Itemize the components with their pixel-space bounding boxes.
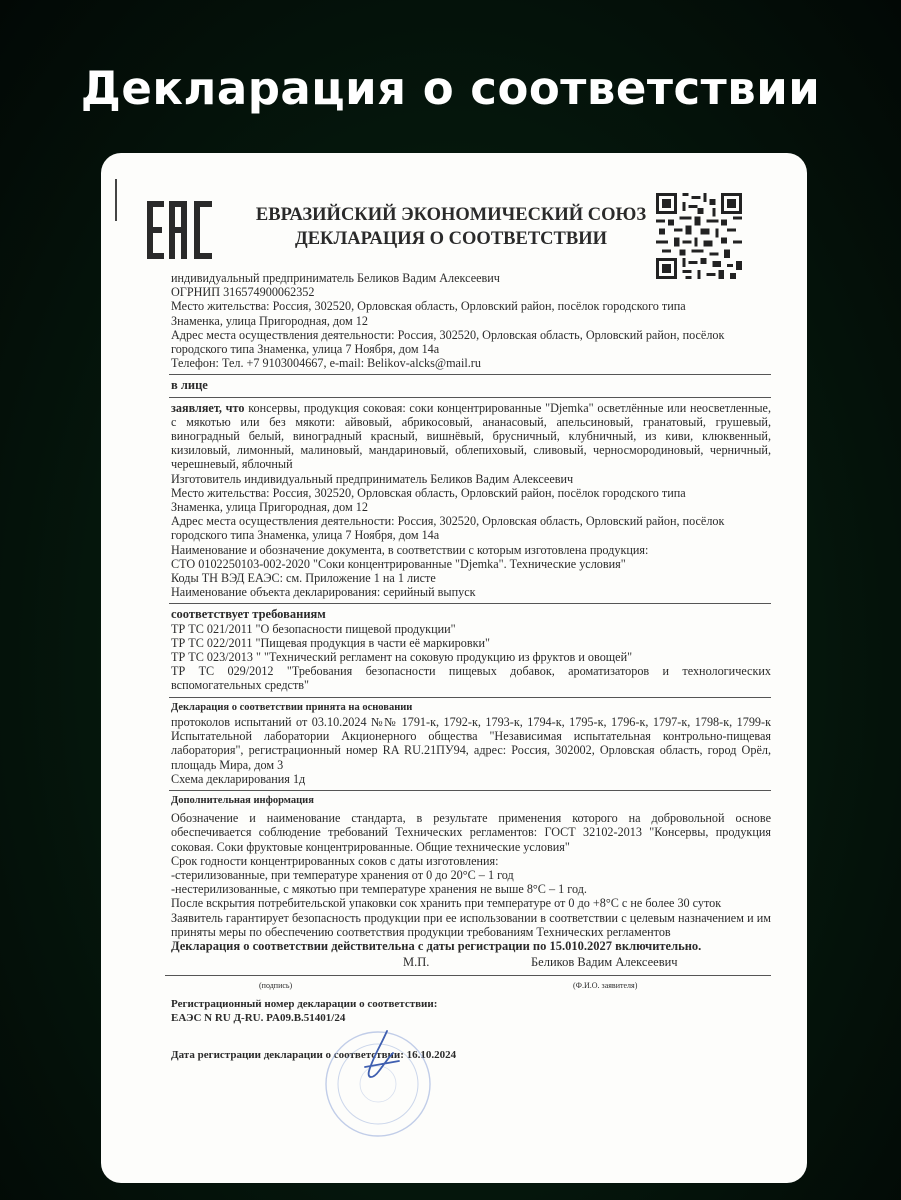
applicant-residence-2: Знаменка, улица Пригородная, дом 12 [171, 313, 368, 328]
declaration-object: Наименование объекта декларирования: серийный выпуск [171, 585, 476, 600]
manufacturer: Изготовитель индивидуальный предприниматель Беликов Вадим Алексеевич [171, 471, 574, 486]
header-union: ЕВРАЗИЙСКИЙ ЭКОНОМИЧЕСКИЙ СОЮЗ [255, 205, 647, 225]
applicant-name: индивидуальный предприниматель Беликов Вадим Алексеевич [171, 271, 500, 285]
manufacturer-activity-2: городского типа Знаменка, улица 7 Ноября, дом 14а [171, 528, 440, 543]
eac-emblem-icon [145, 199, 215, 261]
header-title: ДЕКЛАРАЦИЯ О СООТВЕТСТВИИ [294, 229, 608, 249]
standard-doc: СТО 0102250103-002-2020 "Соки концентрированные "Djemka". Технические условия" [171, 556, 626, 571]
divider [169, 603, 771, 604]
manufacturer-residence-1: Место жительства: Россия, 302520, Орловская область, Орловский район, посёлок городского типа [171, 485, 686, 500]
banner-title: Декларация о соответствии [80, 62, 821, 115]
margin-mark [115, 179, 117, 221]
signature-row [171, 953, 771, 997]
claim-text: консервы, продукция соковая: соки концентрированные "Djemka" осветлённые или неосветленные, с мякотью или без мякоти: айвовый, абрикосовый, ананасовый, апельсиновый, гранатовый, грушевый, виноградный белый, виноградный красный, вишнёвый, брусничный, клубничный, из киви, клюквенный, кизиловый, лимонный, малиновый, мандариновый, облепиховый, сливовый, черносмородиновый, черничный, черешневый, яблочный [171, 400, 771, 472]
applicant-activity-2: городского типа Знаменка, улица 7 Ноября, дом 14а [171, 342, 440, 357]
applicant-ogrnip: ОГРНИП 316574900062352 [171, 285, 315, 300]
applicant-activity-1: Адрес места осуществления деятельности: Россия, 302520, Орловская область, Орловский район, посёлок [171, 327, 725, 342]
name-caption: (Ф.И.О. заявителя) [573, 981, 638, 991]
person-label: в лице [171, 378, 208, 393]
manufacturer-activity-1: Адрес места осуществления деятельности: Россия, 302520, Орловская область, Орловский район, посёлок [171, 514, 725, 529]
declaration-claim [171, 401, 771, 472]
manufacturer-residence-2: Знаменка, улица Пригородная, дом 12 [171, 500, 368, 515]
declaration-document [101, 153, 807, 1183]
shelf-life-sterilized: -стерилизованные, при температуре хранения от 0 до 20°С – 1 год [171, 867, 514, 882]
basis-title: Декларация о соответствии принята на основании [171, 701, 413, 713]
registration-date: Дата регистрации декларации о соответствии: 16.10.2024 [171, 1048, 457, 1061]
divider [169, 374, 771, 375]
applicant-residence-1: Место жительства: Россия, 302520, Орловская область, Орловский район, посёлок городского типа [171, 299, 686, 314]
registration-label: Регистрационный номер декларации о соответствии: [171, 998, 438, 1011]
stamp-place: М.П. [403, 955, 430, 970]
after-opening: После вскрытия потребительской упаковки сок хранить при температуре от 0 до +8°С с не более 30 суток [171, 896, 722, 911]
requirements-title: соответствует требованиям [171, 607, 326, 622]
standard-doc-label: Наименование и обозначение документа, в соответствии с которым изготовлена продукция: [171, 542, 649, 557]
shelf-life-title: Срок годности концентрированных соков с даты изготовления: [171, 853, 499, 868]
divider [169, 697, 771, 698]
additional-title: Дополнительная информация [171, 794, 314, 806]
document-body [171, 271, 771, 1062]
divider [169, 397, 771, 398]
document-header [231, 203, 671, 251]
basis-scheme: Схема декларирования 1д [171, 771, 306, 786]
qr-code-icon [656, 193, 742, 279]
applicant-phone: Телефон: Тел. +7 9103004667, e-mail: Belikov-alcks@mail.ru [171, 356, 481, 371]
validity: Декларация о соответствии действительна с даты регистрации по 15.010.2027 включительно. [171, 938, 702, 953]
applicant-fullname: Беликов Вадим Алексеевич [531, 955, 678, 970]
signature-icon [359, 1027, 409, 1087]
claim-lead: заявляет, что [171, 400, 245, 415]
tn-ved-codes: Коды ТН ВЭД ЕАЭС: см. Приложение 1 на 1 листе [171, 571, 436, 586]
requirement-item: ТР ТС 029/2012 "Требования безопасности пищевых добавок, ароматизаторов и технологических вспомогательных средств" [171, 664, 771, 693]
signature-caption: (подпись) [259, 981, 293, 991]
divider [169, 790, 771, 791]
basis-text: протоколов испытаний от 03.10.2024 №№ 1791-к, 1792-к, 1793-к, 1794-к, 1795-к, 1796-к, 1797-к, 1798-к, 1799-к Испытательной лаборатории Акционерного общества "Независимая испытательная контрольно-пищевая лаборатория", регистрационный номер RA RU.21ПУ94, адрес: Россия, 302002, Орловская область, город Орёл, площадь Мира, дом 3 [171, 714, 771, 772]
registration-number: ЕАЭС N RU Д-RU. PA09.B.51401/24 [171, 1012, 346, 1025]
additional-standard: Обозначение и наименование стандарта, в результате применения которого на добровольной основе обеспечивается соблюдение требований Технических регламентов: ГОСТ 32102-2013 "Консервы, продукция соковая. Соки фруктовые концентрированные. Общие технические условия" [171, 811, 771, 854]
shelf-life-nonsterilized: -нестерилизованные, с мякотью при температуре хранения не выше 8°С – 1 год. [171, 882, 587, 897]
signature-line [165, 975, 771, 976]
requirement-item: ТР ТС 021/2011 "О безопасности пищевой продукции" [171, 621, 456, 636]
requirement-item: ТР ТС 023/2013 " "Технический регламент на соковую продукцию из фруктов и овощей" [171, 650, 633, 665]
requirement-item: ТР ТС 022/2011 "Пищевая продукция в части её маркировки" [171, 635, 490, 650]
guarantee: Заявитель гарантирует безопасность продукции при ее использовании в соответствии с целевым назначением и им приняты меры по обеспечению соответствия продукции требованиям Технических регламентов [171, 910, 771, 939]
